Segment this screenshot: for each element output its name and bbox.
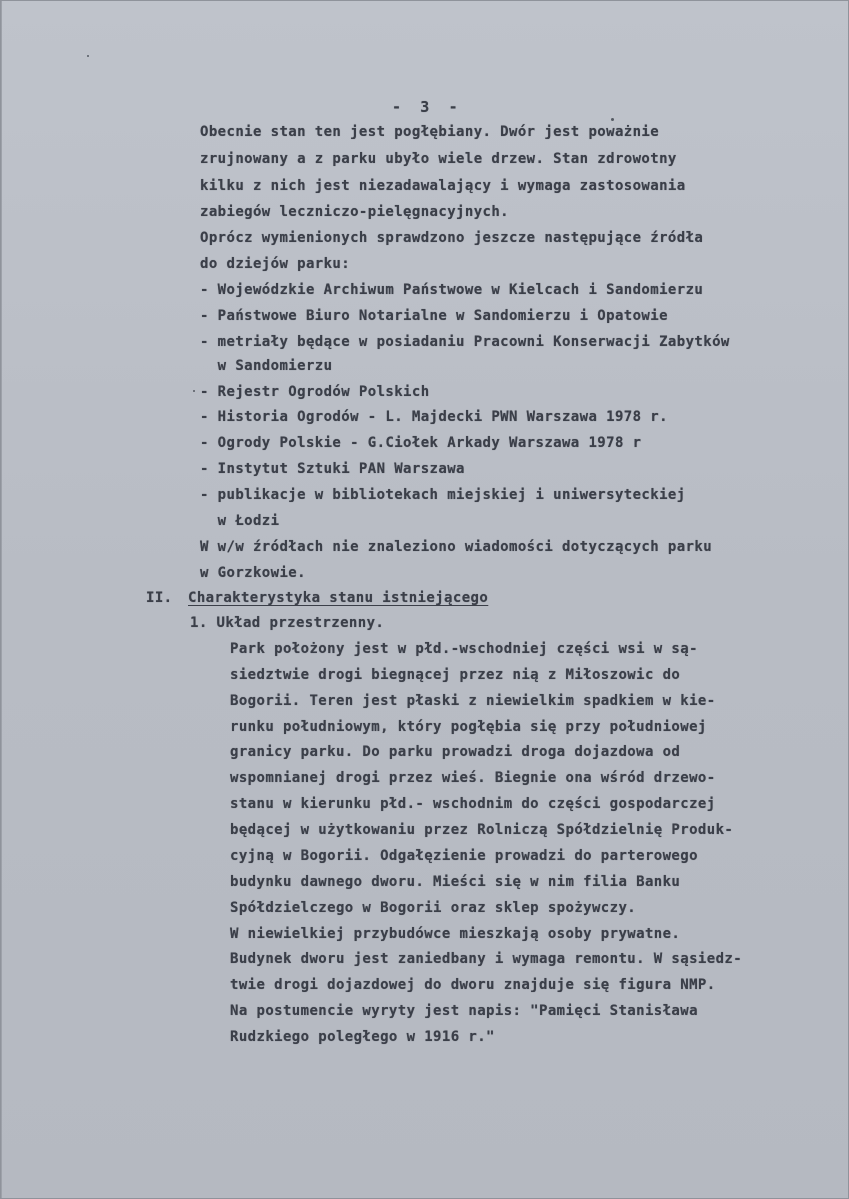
section-number: II. xyxy=(146,590,173,606)
body-line: Na postumencie wyryty jest napis: "Pamięci Stanisława xyxy=(230,1003,698,1019)
body-line: W niewielkiej przybudówce mieszkają osoby prywatne. xyxy=(230,926,681,942)
body-line: runku południowym, który pogłębia się przy południowej xyxy=(230,719,707,735)
body-line: Park położony jest w płd.-wschodniej części wsi w są- xyxy=(230,641,698,657)
body-line: Rudzkiego poległego w 1916 r." xyxy=(230,1029,495,1045)
conclusion-line: w Gorzkowie. xyxy=(200,565,306,581)
body-line: cyjną w Bogorii. Odgałęzienie prowadzi do parterowego xyxy=(230,848,698,864)
body-line: Budynek dworu jest zaniedbany i wymaga remontu. W sąsiedz- xyxy=(230,951,743,967)
body-line: Spółdzielczego w Bogorii oraz sklep spożywczy. xyxy=(230,900,637,916)
source-list-item: - metriały będące w posiadaniu Pracowni Konserwacji Zabytków xyxy=(200,334,730,350)
source-list-item: w Łodzi xyxy=(200,513,280,529)
intro-line: do dziejów parku: xyxy=(200,256,351,272)
body-line: wspomnianej drogi przez wieś. Biegnie ona wśród drzewo- xyxy=(230,770,716,786)
source-list-item: - Wojewódzkie Archiwum Państwowe w Kielcach i Sandomierzu xyxy=(200,282,704,298)
source-list-item: w Sandomierzu xyxy=(200,358,333,374)
paper-speck xyxy=(87,55,89,57)
intro-line: zabiegów leczniczo-pielęgnacyjnych. xyxy=(200,204,510,220)
section-heading: Charakterystyka stanu istniejącego xyxy=(188,590,489,606)
source-list-item: - Ogrody Polskie - G.Ciołek Arkady Warszawa 1978 r xyxy=(200,435,642,451)
body-line: twie drogi dojazdowej do dworu znajduje się figura NMP. xyxy=(230,977,716,993)
body-line: granicy parku. Do parku prowadzi droga dojazdowa od xyxy=(230,744,681,760)
paper-speck xyxy=(193,390,195,392)
source-list-item: - publikacje w bibliotekach miejskiej i uniwersyteckiej xyxy=(200,487,686,503)
intro-line: zrujnowany a z parku ubyło wiele drzew. Stan zdrowotny xyxy=(200,151,677,167)
source-list-item: - Instytut Sztuki PAN Warszawa xyxy=(200,461,465,477)
conclusion-line: W w/w źródłach nie znaleziono wiadomości dotyczących parku xyxy=(200,539,713,555)
intro-line: Oprócz wymienionych sprawdzono jeszcze następujące źródła xyxy=(200,230,704,246)
page-number: - 3 - xyxy=(392,98,459,116)
intro-line: kilku z nich jest niezadawalający i wymaga zastosowania xyxy=(200,178,686,194)
body-line: Bogorii. Teren jest płaski z niewielkim spadkiem w kie- xyxy=(230,693,716,709)
source-list-item: - Państwowe Biuro Notarialne w Sandomierzu i Opatowie xyxy=(200,308,668,324)
body-line: stanu w kierunku płd.- wschodnim do części gospodarczej xyxy=(230,796,716,812)
body-line: budynku dawnego dworu. Mieści się w nim filia Banku xyxy=(230,874,681,890)
source-list-item: - Historia Ogrodów - L. Majdecki PWN Warszawa 1978 r. xyxy=(200,409,668,425)
body-line: siedztwie drogi biegnącej przez nią z Miłoszowic do xyxy=(230,667,681,683)
subsection-heading: 1. Układ przestrzenny. xyxy=(190,615,385,631)
source-list-item: - Rejestr Ogrodów Polskich xyxy=(200,384,430,400)
body-line: będącej w użytkowaniu przez Rolniczą Spółdzielnię Produk- xyxy=(230,822,734,838)
paper-speck xyxy=(611,118,614,121)
intro-line: Obecnie stan ten jest pogłębiany. Dwór jest poważnie xyxy=(200,124,660,140)
